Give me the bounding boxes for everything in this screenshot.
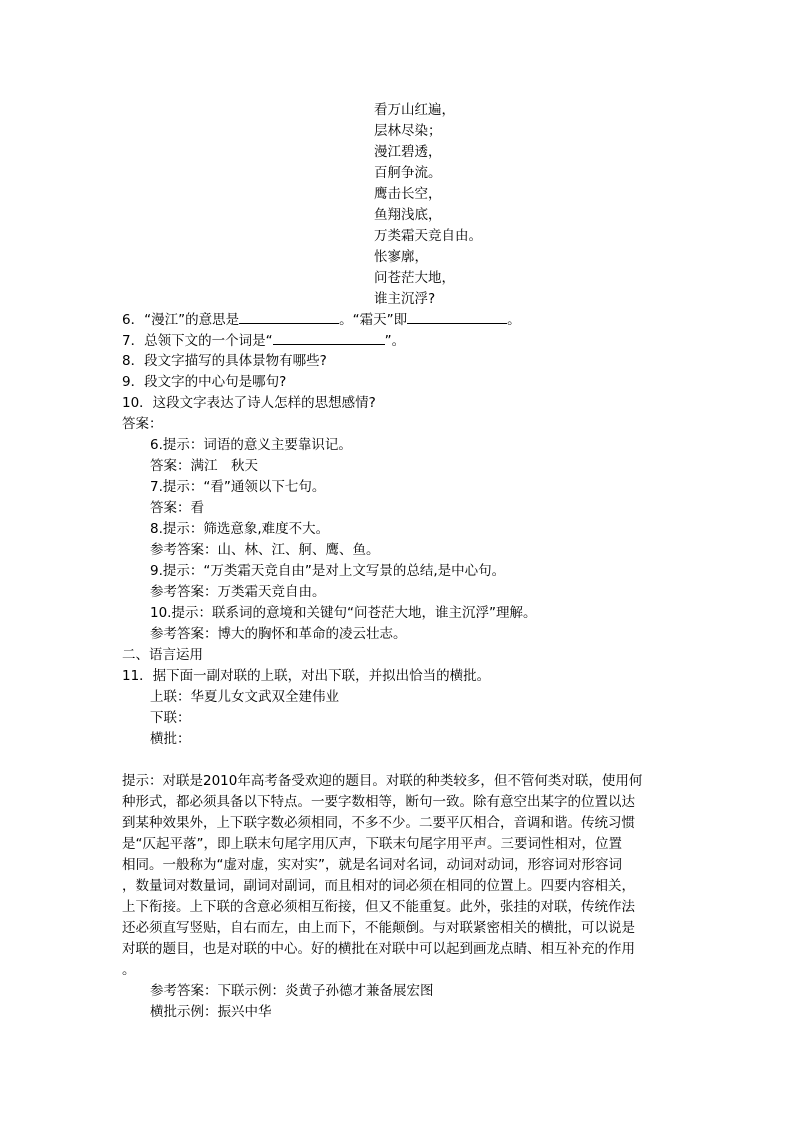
- poem-line: 百舸争流。: [374, 165, 442, 181]
- question-6-text-2: 。“霜天”即: [339, 312, 408, 328]
- hint-line: 种形式，都必须具备以下特点。一要字数相等，断句一致。除有意空出某字的位置以达: [122, 794, 635, 810]
- couplet-lower: 下联：: [150, 710, 191, 726]
- answer-line: 答案：满江 秋天: [150, 458, 258, 474]
- poem-line: 怅寥廓，: [374, 249, 428, 265]
- answer-line: 参考答案：万类霜天竞自由。: [150, 584, 326, 600]
- answer-line: 答案：看: [150, 500, 204, 516]
- hint-line: 还必须直写竖贴，自右而左，由上而下，不能颠倒。与对联紧密相关的横批，可以说是: [122, 920, 635, 936]
- couplet-horizontal: 横批：: [150, 731, 191, 747]
- hint-line: ，数量词对数量词，副词对副词，而且相对的词必须在相同的位置上。四要内容相关，: [122, 878, 635, 894]
- hint-line: 是“仄起平落”，即上联末句尾字用仄声，下联末句尾字用平声。三要词性相对，位置: [122, 836, 622, 852]
- couplet-upper: 上联：华夏儿女文武双全建伟业: [150, 689, 339, 705]
- answer-blank[interactable]: [273, 331, 385, 345]
- answer-line: 9.提示：“万类霜天竞自由”是对上文写景的总结,是中心句。: [150, 563, 506, 579]
- poem-line: 问苍茫大地，: [374, 270, 455, 286]
- hint-line: 提示：对联是2010年高考备受欢迎的题目。对联的种类较多，但不管何类对联，使用何: [122, 773, 643, 789]
- hint-line: 。: [122, 962, 136, 978]
- answer-line: 6.提示：词语的意义主要靠识记。: [150, 437, 352, 453]
- poem-line: 万类霜天竞自由。: [374, 228, 482, 244]
- hint-line: 到某种效果外，上下联字数必须相同，不多不少。二要平仄相合，音调和谐。传统习惯: [122, 815, 635, 831]
- answer-blank[interactable]: [407, 310, 507, 324]
- answer-line: 10.提示：联系词的意境和关键句“问苍茫大地，谁主沉浮”理解。: [150, 605, 537, 621]
- reference-answer: 参考答案：下联示例：炎黄子孙德才兼备展宏图: [150, 983, 434, 999]
- answer-line: 参考答案：山、林、江、舸、鹰、鱼。: [150, 542, 380, 558]
- answer-label: 答案：: [122, 416, 163, 432]
- hint-line: 相同。一般称为“虚对虚，实对实”，就是名词对名词，动词对动词，形容词对形容词: [122, 857, 622, 873]
- poem-line: 层林尽染；: [374, 123, 442, 139]
- question-6-text: 6．“漫江”的意思是: [122, 312, 240, 328]
- answer-line: 7.提示：“看”通领以下七句。: [150, 479, 326, 495]
- poem-line: 鹰击长空，: [374, 186, 442, 202]
- question-10: 10．这段文字表达了诗人怎样的思想感情?: [122, 395, 376, 411]
- question-8: 8．段文字描写的具体景物有哪些?: [122, 353, 327, 369]
- poem-line: 看万山红遍，: [374, 102, 455, 118]
- poem-line: 漫江碧透，: [374, 144, 442, 160]
- question-6-text-3: 。: [507, 312, 521, 328]
- answer-line: 参考答案：博大的胸怀和革命的凌云壮志。: [150, 626, 407, 642]
- answer-line: 8.提示：筛选意象,难度不大。: [150, 521, 330, 537]
- section-heading: 二、语言运用: [122, 647, 203, 663]
- question-7-text: 7．总领下文的一个词是“: [122, 333, 273, 349]
- question-7-text-2: ”。: [384, 333, 406, 349]
- reference-answer: 横批示例：振兴中华: [150, 1004, 272, 1020]
- question-7: [122, 331, 405, 349]
- poem-line: 谁主沉浮?: [374, 291, 436, 307]
- question-9: 9．段文字的中心句是哪句?: [122, 374, 287, 390]
- hint-line: 对联的题目，也是对联的中心。好的横批在对联中可以起到画龙点睛、相互补充的作用: [122, 941, 635, 957]
- hint-line: 上下衔接。上下联的含意必须相互衔接，但又不能重复。此外，张挂的对联，传统作法: [122, 899, 635, 915]
- question-11: 11．据下面一副对联的上联，对出下联，并拟出恰当的横批。: [122, 668, 491, 684]
- question-6: [122, 310, 521, 328]
- answer-blank[interactable]: [239, 310, 339, 324]
- poem-line: 鱼翔浅底，: [374, 207, 442, 223]
